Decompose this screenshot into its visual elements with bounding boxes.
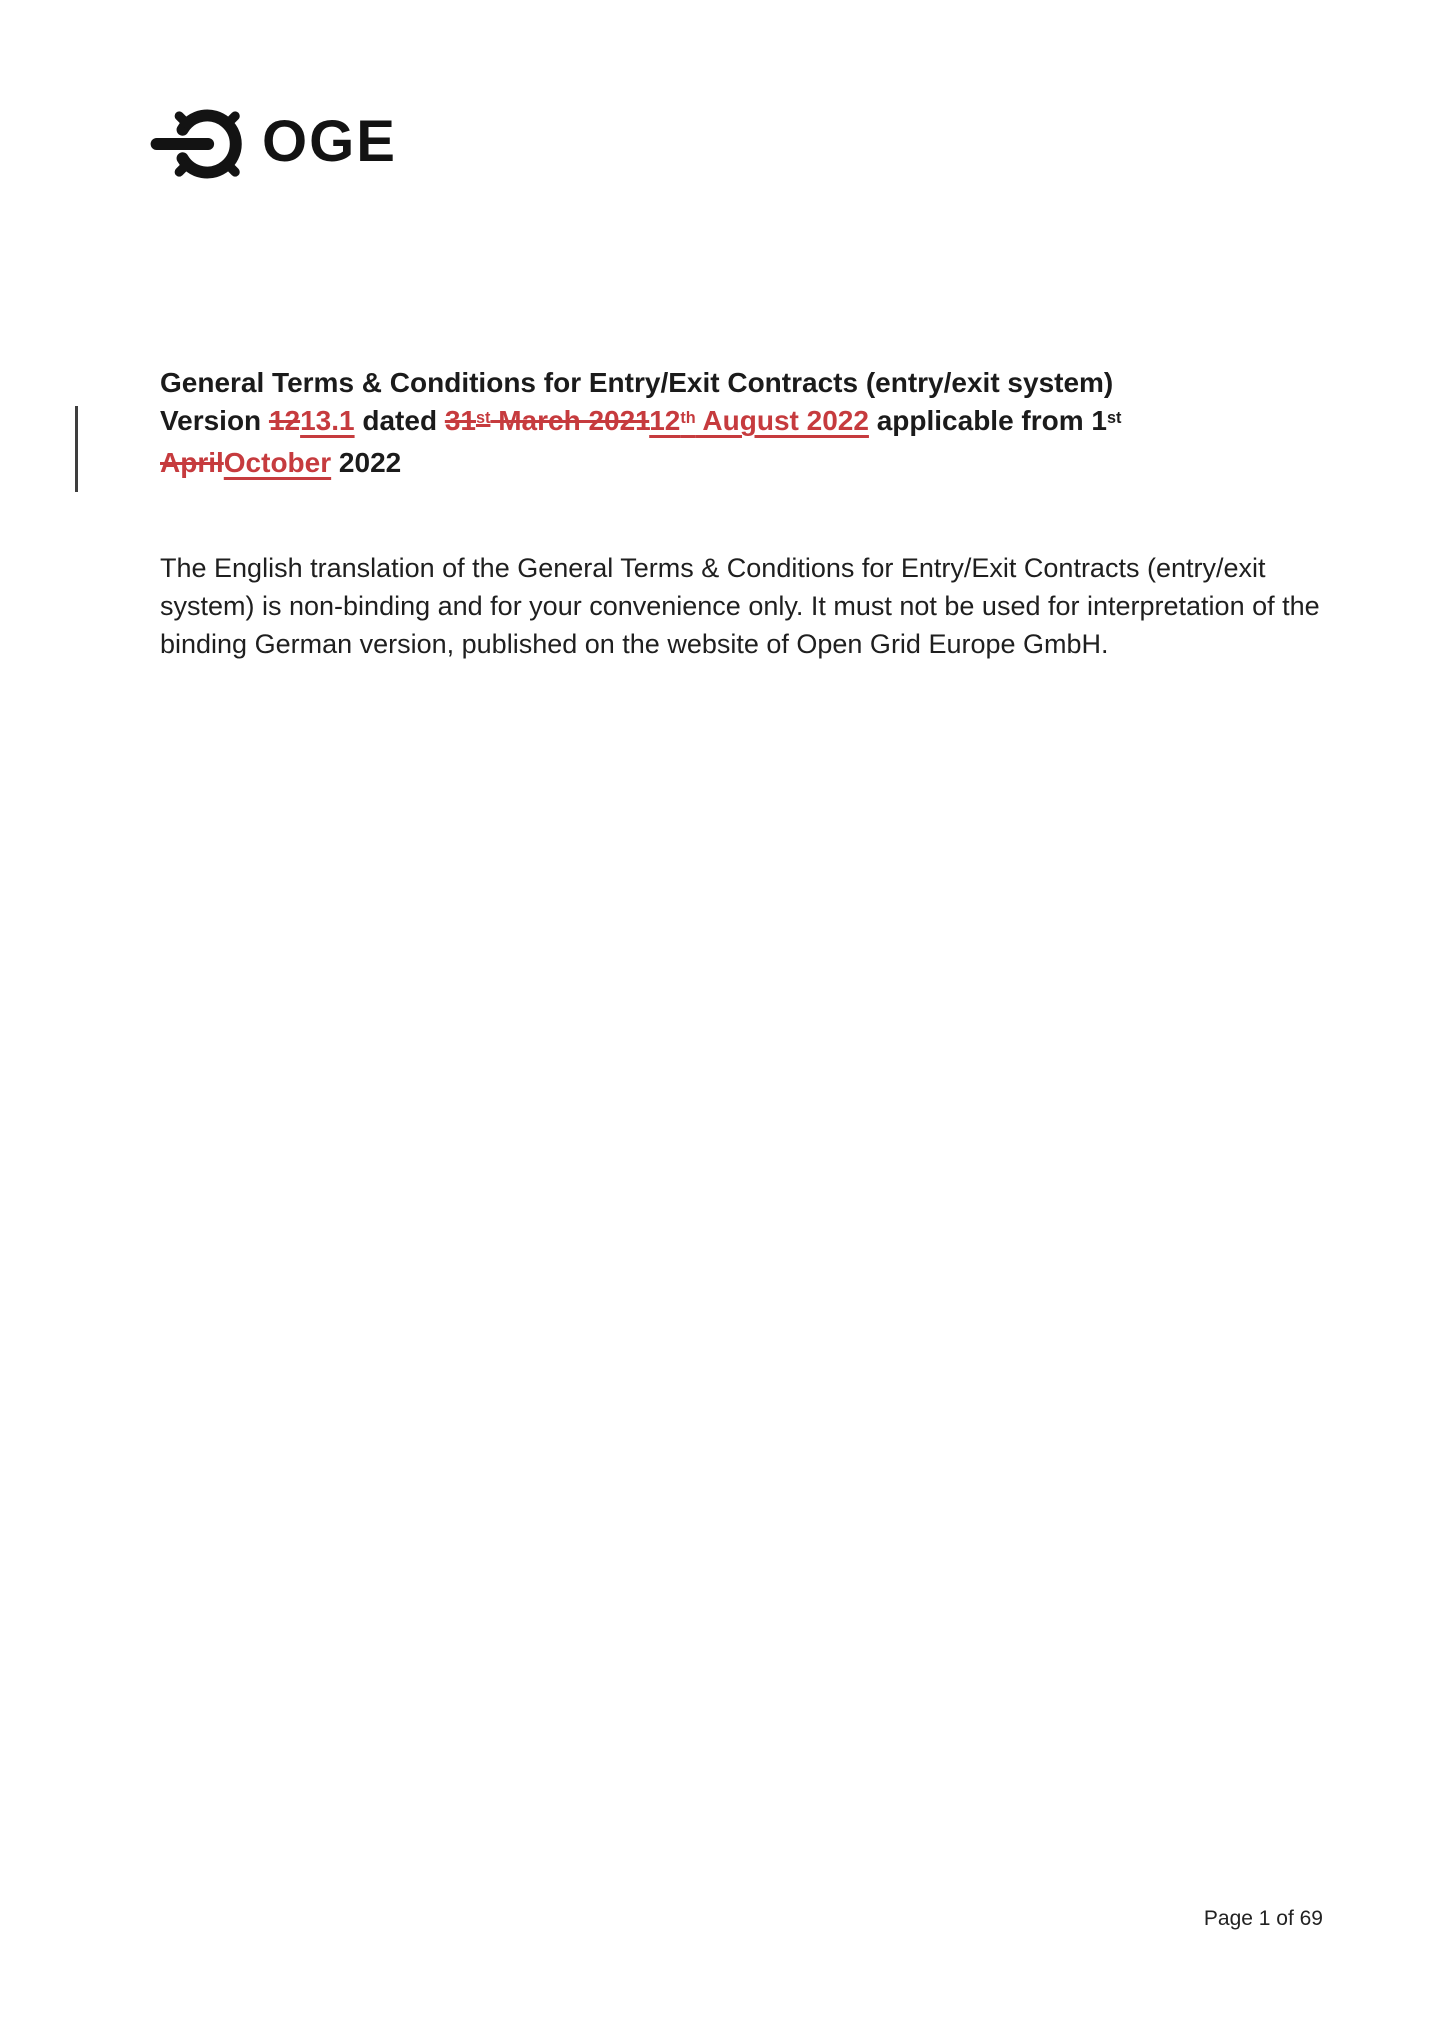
title-line-3: [160, 444, 1121, 482]
tracked-change-bar: [75, 406, 78, 492]
deleted-date-day: 31: [444, 405, 476, 436]
applicable-from-text: applicable from 1: [868, 405, 1108, 436]
applicable-from-ordinal: st: [1107, 409, 1122, 428]
deleted-version-number: 12: [268, 405, 301, 436]
deleted-date-rest: March 2021: [490, 405, 650, 436]
applicable-from-label: [869, 405, 1122, 436]
inserted-month: October: [223, 447, 332, 478]
inserted-date-day: 12: [649, 405, 681, 436]
inserted-date: [649, 405, 869, 436]
title-line-2: [160, 402, 1121, 444]
inserted-date-rest: August 2022: [695, 405, 869, 436]
version-label: Version: [160, 405, 269, 436]
deleted-month: April: [160, 447, 224, 478]
dated-label: dated: [354, 405, 445, 436]
page-number: Page 1 of 69: [1203, 1907, 1323, 1930]
year-label: 2022: [331, 447, 402, 478]
inserted-version-number: 13.1: [300, 405, 355, 436]
title-line-1: General Terms & Conditions for Entry/Exit Contracts (entry/exit system): [160, 367, 1114, 398]
inserted-date-ordinal: th: [680, 409, 696, 428]
logo: [150, 98, 397, 190]
logo-wordmark: OGE: [262, 109, 397, 174]
document-title: [160, 364, 1121, 482]
deleted-date: [445, 405, 649, 436]
translation-disclaimer-paragraph: The English translation of the General Terms & Conditions for Entry/Exit Contracts (entry/exit system) is non-binding and for your convenience only. It must not be used for interpretation of the binding German version, published on the website of Open Grid Europe GmbH.: [160, 553, 1320, 659]
deleted-date-ordinal: st: [475, 409, 491, 428]
oge-pipeline-circle-icon: [150, 98, 246, 190]
